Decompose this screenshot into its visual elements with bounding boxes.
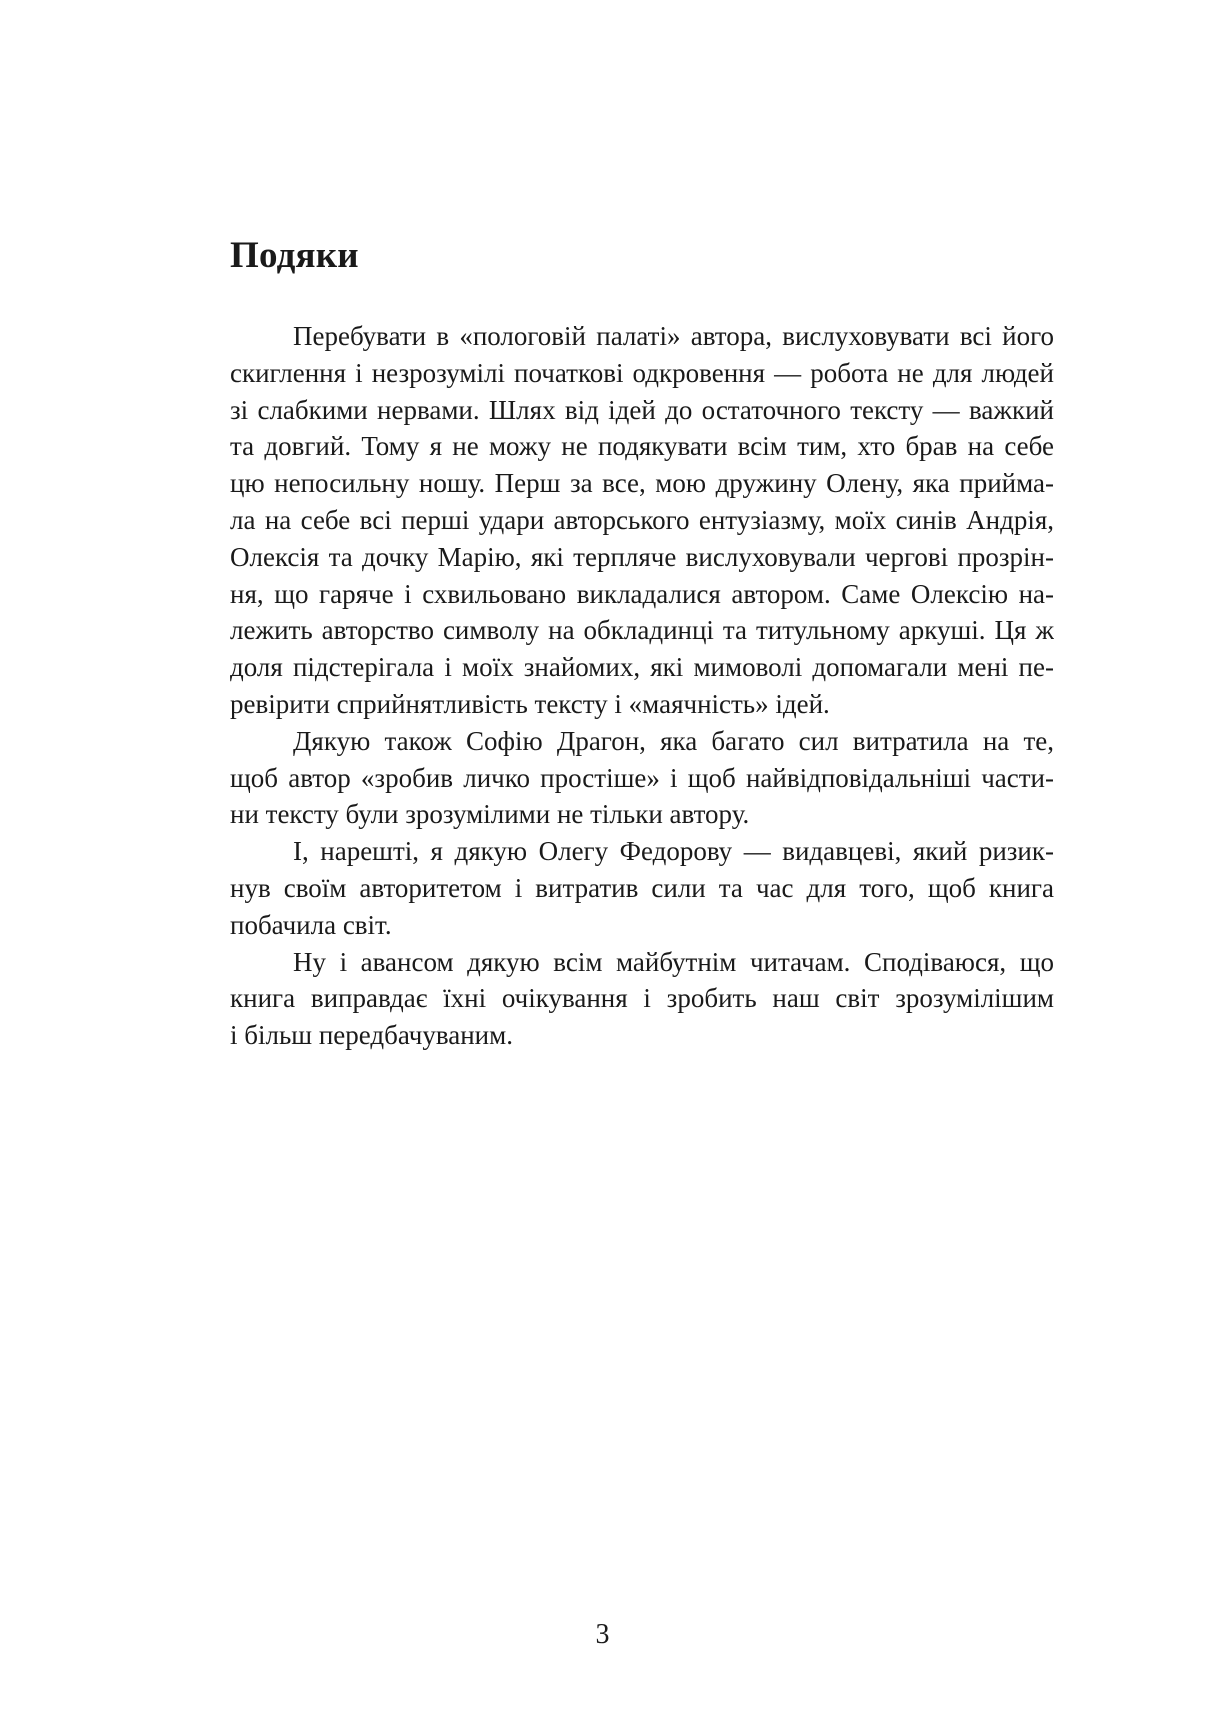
text-line: Олексія та дочку Марію, які терпляче вислуховували чергові прозрін- xyxy=(230,541,1054,572)
text-line: доля підстерігала і моїх знайомих, які мимоволі допомагали мені пе- xyxy=(230,652,1054,683)
text-line: ла на себе всі перші удари авторського ентузіазму, моїх синів Андрія, xyxy=(230,504,1054,535)
text-line: ня, що гаряче і схвильовано викладалися автором. Саме Олексію на- xyxy=(230,578,1054,609)
text-line: ни тексту були зрозумілими не тільки автору. xyxy=(230,799,750,830)
text-line: цю непосильну ношу. Перш за все, мою дружину Олену, яка прийма- xyxy=(230,468,1054,499)
text-line: і більш передбачуваним. xyxy=(230,1020,513,1051)
paragraph xyxy=(230,723,1054,833)
text-line: книга виправдає їхні очікування і зробить наш світ зрозумілішим xyxy=(230,983,1054,1014)
paragraph xyxy=(230,833,1054,943)
text-line: ревірити сприйнятливість тексту і «маячність» ідей. xyxy=(230,688,830,719)
text-line: скиглення і незрозумілі початкові одкровення — робота не для людей xyxy=(230,357,1054,388)
text-line: та довгий. Тому я не можу не подякувати всім тим, хто брав на себе xyxy=(230,431,1054,462)
text-line: І, нарешті, я дякую Олегу Федорову — видавцеві, який ризик- xyxy=(293,836,1054,867)
text-line: нув своїм авторитетом і витратив сили та час для того, щоб книга xyxy=(230,872,1054,903)
text-line: Ну і авансом дякую всім майбутнім читачам. Сподіваюся, що xyxy=(293,946,1054,977)
text-line: Дякую також Софію Драгон, яка багато сил витратила на те, xyxy=(293,725,1054,756)
text-line: побачила світ. xyxy=(230,909,392,940)
text-line: Перебувати в «пологовій палаті» автора, вислуховувати всі його xyxy=(293,321,1054,351)
body-text xyxy=(230,318,1054,1054)
text-line: лежить авторство символу на обкладинці та титульному аркуші. Ця ж xyxy=(230,615,1054,646)
text-line: зі слабкими нервами. Шлях від ідей до остаточного тексту — важкий xyxy=(230,394,1054,425)
page-number: 3 xyxy=(595,1619,610,1650)
paragraph xyxy=(230,944,1054,1054)
text-line: щоб автор «зробив личко простіше» і щоб найвідповідальніші части- xyxy=(230,762,1054,793)
page-title: Подяки xyxy=(230,235,359,276)
paragraph xyxy=(230,318,1054,723)
